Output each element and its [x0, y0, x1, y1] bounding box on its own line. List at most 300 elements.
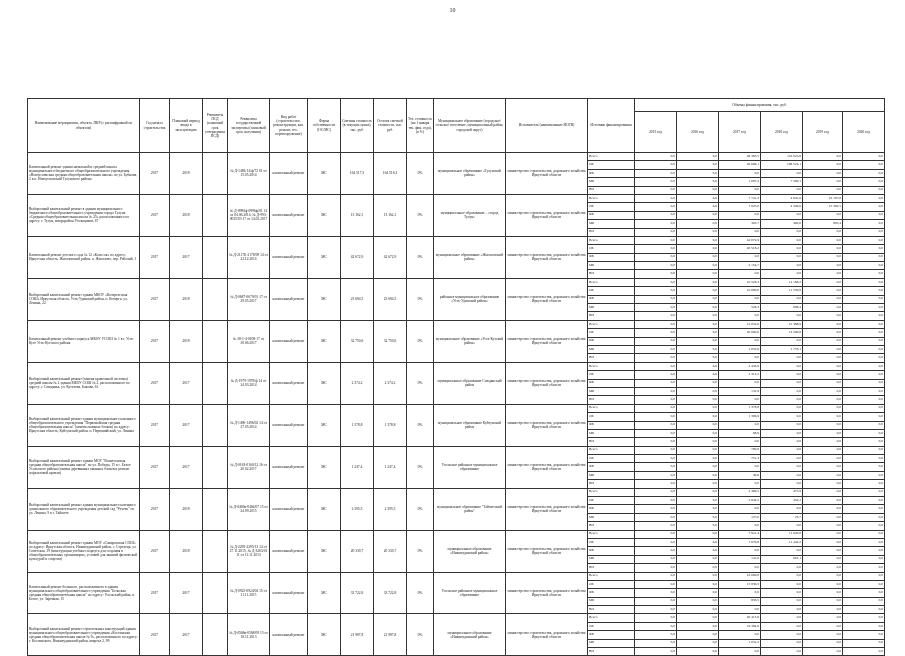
funding-source: ОБ [588, 287, 635, 295]
funding-value: 2 154,7 [719, 262, 761, 270]
estimate-cost: 32 750,6 [341, 320, 374, 362]
funding-source: ФБ [588, 505, 635, 513]
funding-source: ВИ [588, 312, 635, 320]
start-year: 2017 [140, 320, 170, 362]
funding-value: 0,0 [761, 639, 803, 647]
funding-value: 0,0 [761, 614, 803, 622]
funding-value: 0,0 [635, 236, 677, 244]
funding-value: 0,0 [761, 455, 803, 463]
commission-year: 2017 [170, 236, 203, 278]
ownership: МС [308, 320, 341, 362]
funding-value: 0,0 [677, 312, 719, 320]
funding-table [27, 98, 885, 656]
expertise-details: № Д-0163-0160/12 16 от 20.02.2017 [228, 446, 270, 488]
funding-value: 0,0 [843, 253, 885, 261]
commission-year: 2017 [170, 614, 203, 656]
funding-value: 0,0 [677, 270, 719, 278]
funding-value: 1 378,8 [719, 404, 761, 412]
commission-year: 2017 [170, 572, 203, 614]
funding-value: 15 302,5 [803, 203, 843, 211]
funding-value: 0,0 [803, 429, 843, 437]
funding-source: ОБ [588, 497, 635, 505]
funding-value: 0,0 [803, 253, 843, 261]
funding-value: 0,0 [843, 572, 885, 580]
funding-value: 0,0 [677, 186, 719, 194]
funding-value: 0,0 [677, 446, 719, 454]
funding-source: МБ [588, 220, 635, 228]
funding-value: 0,0 [635, 480, 677, 488]
commission-year: 2018 [170, 530, 203, 572]
funding-value: 0,0 [761, 631, 803, 639]
funding-value: 0,0 [761, 597, 803, 605]
funding-value: 0,0 [635, 220, 677, 228]
executor: министерство строительства, дорожного хозяйства Иркутской области [506, 530, 588, 572]
funding-value: 0,0 [761, 589, 803, 597]
funding-value: 12 168,2 [761, 278, 803, 286]
ownership: МС [308, 278, 341, 320]
start-year: 2017 [140, 153, 170, 195]
funding-value: 0,0 [761, 253, 803, 261]
funding-value: 0,0 [635, 572, 677, 580]
funding-value: 0,0 [635, 564, 677, 572]
funding-value: 0,0 [803, 446, 843, 454]
readiness: 0% [407, 362, 434, 404]
funding-value: 0,0 [803, 488, 843, 496]
funding-value: 0,0 [635, 362, 677, 370]
funding-value: 0,0 [843, 555, 885, 563]
municipality: муниципальное образование Слюдянский район [434, 362, 506, 404]
object-name: Выборочный капитальный ремонт здания муниципального казенного общеобразовательного учреждения "Первомайская средняя общеобразовательная школа" (замена оконных блоков) по адресу: Иркутская область, Куйтунский район, п. Первомайский, ул. Ленина [28, 404, 140, 446]
funding-value: 0,0 [843, 194, 885, 202]
funding-value: 0,0 [843, 471, 885, 479]
executor: министерство строительства, дорожного хозяйства Иркутской области [506, 572, 588, 614]
expertise-details: № Д-2117Б-2178/09 14 от 22.12.2014 [228, 236, 270, 278]
residual-cost: 2 374,2 [374, 362, 407, 404]
funding-value: 0,0 [803, 329, 843, 337]
funding-value: 0,0 [677, 631, 719, 639]
funding-source: ОБ [588, 538, 635, 546]
start-year: 2017 [140, 404, 170, 446]
funding-value: 0,0 [719, 421, 761, 429]
funding-source: ФБ [588, 253, 635, 261]
expertise-details: № 38-1-4-0108-17 от 30.06.2017 [228, 320, 270, 362]
residual-cost: 13 162,1 [374, 194, 407, 236]
funding-value: 0,0 [677, 245, 719, 253]
funding-value: 0,0 [761, 429, 803, 437]
funding-value: 0,0 [803, 497, 843, 505]
commission-year: 2018 [170, 320, 203, 362]
funding-value: 0,0 [843, 631, 885, 639]
funding-value: 0,0 [843, 262, 885, 270]
object-name: Выборочный капитальный ремонт здания МКОУ «Кочергатская СОШ» Иркутская область, Усть-Удинский район, п. Кочерга, ул. Ленина, 22 [28, 278, 140, 320]
estimate-cost: 2 374,2 [341, 362, 374, 404]
residual-cost: 2 395,5 [374, 488, 407, 530]
funding-value: 0,0 [761, 236, 803, 244]
municipality: Усольское районное муниципальное образование [434, 572, 506, 614]
funding-source: ВИ [588, 186, 635, 194]
funding-value: 0,0 [635, 580, 677, 588]
funding-value: 0,0 [635, 438, 677, 446]
funding-value: 0,0 [635, 622, 677, 630]
residual-cost: 23 694,5 [374, 278, 407, 320]
funding-value: 0,0 [677, 606, 719, 614]
header-name: Наименование мероприятия, объекта, ПКР (с расшифровкой по объектам) [28, 99, 140, 153]
funding-value: 0,0 [803, 153, 843, 161]
funding-value: 0,0 [719, 522, 761, 530]
ownership: МС [308, 194, 341, 236]
funding-value: 15 368,9 [761, 320, 803, 328]
funding-value: 0,0 [843, 438, 885, 446]
funding-source: ОБ [588, 622, 635, 630]
funding-value: 0,0 [761, 211, 803, 219]
ownership: МС [308, 153, 341, 195]
funding-value: 11 559,8 [761, 287, 803, 295]
funding-value: 0,0 [635, 396, 677, 404]
funding-source: МБ [588, 345, 635, 353]
expertise-details: № Д-0469в-0466/07 15 от 24.09.2015 [228, 488, 270, 530]
funding-value: 141,6 [719, 555, 761, 563]
psd-details [203, 404, 228, 446]
funding-value: 0,0 [635, 488, 677, 496]
funding-value: 16 669,8 [719, 572, 761, 580]
readiness: 0% [407, 153, 434, 195]
funding-value: 0,0 [719, 295, 761, 303]
table-row [28, 488, 885, 496]
funding-value: 0,0 [635, 153, 677, 161]
funding-value: 0,0 [677, 589, 719, 597]
funding-value: 0,0 [677, 505, 719, 513]
start-year: 2017 [140, 614, 170, 656]
expertise-details: № Д-0687-0679/01 17 от 29.05.2017 [228, 278, 270, 320]
funding-value: 0,0 [843, 287, 885, 295]
object-name: Капитальный ремонт детского сада № 12 «Колосок» по адресу: Иркутская область, Жигаловский район, п. Жигалово, пер. Рабочий, 1 [28, 236, 140, 278]
psd-details [203, 488, 228, 530]
funding-source: ВИ [588, 396, 635, 404]
commission-year: 2017 [170, 404, 203, 446]
funding-value: 0,0 [635, 203, 677, 211]
funding-value: 0,0 [635, 287, 677, 295]
funding-value: 0,0 [843, 312, 885, 320]
funding-value: 15 836,3 [719, 580, 761, 588]
funding-value: 0,0 [677, 178, 719, 186]
table-row [28, 446, 885, 454]
funding-value: 0,0 [843, 211, 885, 219]
funding-value: 0,0 [719, 606, 761, 614]
funding-value: 0,0 [843, 413, 885, 421]
psd-details [203, 446, 228, 488]
executor: министерство строительства, дорожного хозяйства Иркутской области [506, 362, 588, 404]
funding-value: 0,0 [677, 203, 719, 211]
funding-value: 0,0 [635, 337, 677, 345]
funding-value: 0,0 [803, 320, 843, 328]
funding-value: 0,0 [803, 463, 843, 471]
funding-value: 0,0 [843, 278, 885, 286]
funding-value: 0,0 [719, 379, 761, 387]
funding-value: 0,0 [635, 413, 677, 421]
executor: министерство строительства, дорожного хозяйства Иркутской области [506, 236, 588, 278]
funding-value: 0,0 [761, 622, 803, 630]
funding-value: 0,0 [677, 639, 719, 647]
municipality: муниципальное образование "Тайшетский район" [434, 488, 506, 530]
header-work-type: Вид работ (строительство, реконструкция, кап. ремонт, тех. перевооружение) [270, 99, 308, 153]
funding-value: 0,0 [635, 253, 677, 261]
header-readiness: Тех. готовность (на 1 января тек. фин. года), (в %) [407, 99, 434, 153]
funding-value: 0,0 [677, 471, 719, 479]
residual-cost: 20 330,7 [374, 530, 407, 572]
funding-value: 0,0 [719, 228, 761, 236]
funding-value: 0,0 [635, 547, 677, 555]
funding-value: 0,0 [677, 538, 719, 546]
object-name: Выборочный капитальный ремонт в здании муниципального бюджетного общеобразовательного учреждения города Тулуна «Средняя общеобразовательная школа № 25» расположенного по адресу: г. Тулун, микрорайон Угольщиков, 67 [28, 194, 140, 236]
work-type: капитальный ремонт [270, 362, 308, 404]
funding-value: 0,0 [635, 387, 677, 395]
funding-value: 0,0 [843, 245, 885, 253]
ownership: МС [308, 404, 341, 446]
funding-value: 751,3 [719, 455, 761, 463]
funding-source: МБ [588, 304, 635, 312]
funding-value: 0,0 [803, 438, 843, 446]
funding-value: 0,0 [843, 455, 885, 463]
funding-value: 0,0 [677, 580, 719, 588]
funding-value: 0,0 [843, 404, 885, 412]
funding-value: 0,0 [677, 421, 719, 429]
funding-value: 0,0 [761, 245, 803, 253]
object-name: Выборочный капитальный ремонт здания муниципального казенного дошкольного образовательного учреждения детский сад "Ручеек" по ул. Ленина, 9 в г. Тайшете [28, 488, 140, 530]
funding-value: 42 672,9 [719, 236, 761, 244]
funding-value: 0,0 [761, 270, 803, 278]
object-name: Выборочный капитальный ремонт (замена кровельной системы) средней школы № 2 здания МБОУ СОШ № 2, расположенного по адресу: г. Слюдянка, ул. Кутелева, Бажова, 61 [28, 362, 140, 404]
funding-value: 0,0 [677, 262, 719, 270]
funding-value: 0,0 [843, 606, 885, 614]
funding-value: 0,0 [677, 522, 719, 530]
funding-value: 0,0 [761, 404, 803, 412]
funding-value: 21 052,6 [719, 320, 761, 328]
municipality: муниципальное образование «Нижнеудинский район» [434, 614, 506, 656]
commission-year: 2018 [170, 278, 203, 320]
funding-value: 1 778,1 [761, 345, 803, 353]
executor: министерство строительства, дорожного хозяйства Иркутской области [506, 278, 588, 320]
funding-value: 0,0 [803, 580, 843, 588]
funding-source: Всего [588, 446, 635, 454]
ownership: МС [308, 530, 341, 572]
funding-value: 0,0 [635, 304, 677, 312]
funding-value: 0,0 [843, 648, 885, 656]
funding-source: МБ [588, 597, 635, 605]
funding-value: 608,4 [761, 304, 803, 312]
funding-value: 16 107,8 [803, 194, 843, 202]
table-row [28, 278, 885, 286]
funding-value: 0,0 [677, 153, 719, 161]
funding-value: 0,0 [761, 438, 803, 446]
funding-value: 0,0 [843, 396, 885, 404]
funding-source: ВИ [588, 564, 635, 572]
funding-value: 0,0 [843, 547, 885, 555]
work-type: капитальный ремонт [270, 530, 308, 572]
header-ownership: Форма собственности (ОС/МС) [308, 99, 341, 153]
municipality: муниципальное образование Куйтунский район [434, 404, 506, 446]
funding-value: 0,0 [843, 497, 885, 505]
funding-value: 0,0 [635, 345, 677, 353]
funding-value: 0,0 [677, 287, 719, 295]
funding-value: 0,0 [761, 413, 803, 421]
commission-year: 2018 [170, 194, 203, 236]
funding-value: 0,0 [719, 253, 761, 261]
funding-value: 0,0 [719, 337, 761, 345]
funding-value: 0,0 [843, 304, 885, 312]
funding-value: 0,0 [803, 345, 843, 353]
funding-value: 0,0 [719, 648, 761, 656]
funding-value: 0,0 [803, 169, 843, 177]
funding-value: 0,0 [635, 404, 677, 412]
funding-value: 0,0 [761, 186, 803, 194]
funding-value: 0,0 [635, 320, 677, 328]
funding-value: 11 943,8 [761, 530, 803, 538]
funding-value: 1 687,4 [719, 178, 761, 186]
funding-source: ОБ [588, 245, 635, 253]
table-row [28, 153, 885, 161]
funding-value: 4 349,6 [761, 203, 803, 211]
funding-value: 805,4 [803, 220, 843, 228]
funding-value: 0,0 [803, 622, 843, 630]
funding-value: 0,0 [677, 429, 719, 437]
funding-value: 0,0 [761, 228, 803, 236]
funding-value: 10 000,0 [719, 287, 761, 295]
funding-value: 0,0 [719, 186, 761, 194]
funding-value: 0,0 [843, 354, 885, 362]
table-row [28, 194, 885, 202]
funding-source: ОБ [588, 329, 635, 337]
work-type: капитальный ремонт [270, 446, 308, 488]
funding-value: 0,0 [635, 161, 677, 169]
funding-source: ФБ [588, 631, 635, 639]
funding-value: 0,0 [719, 312, 761, 320]
psd-details [203, 153, 228, 195]
funding-value: 131,9 [719, 387, 761, 395]
funding-value: 0,0 [677, 362, 719, 370]
header-year: 2016 год [677, 112, 719, 153]
funding-source: МБ [588, 513, 635, 521]
funding-source: ОБ [588, 455, 635, 463]
funding-value: 0,0 [635, 169, 677, 177]
funding-value: 0,0 [843, 203, 885, 211]
funding-value: 0,0 [635, 371, 677, 379]
start-year: 2017 [140, 488, 170, 530]
ownership: МС [308, 362, 341, 404]
funding-value: 0,0 [677, 572, 719, 580]
header-year: 2020 год [843, 112, 885, 153]
funding-source: ФБ [588, 211, 635, 219]
funding-value: 0,0 [761, 606, 803, 614]
funding-value: 0,0 [803, 538, 843, 546]
funding-value: 0,0 [803, 270, 843, 278]
funding-source: Всего [588, 572, 635, 580]
funding-value: 0,0 [843, 228, 885, 236]
funding-value: 0,0 [635, 446, 677, 454]
psd-details [203, 320, 228, 362]
funding-value: 0,0 [843, 446, 885, 454]
estimate-cost: 164 517,3 [341, 153, 374, 195]
table-row [28, 362, 885, 370]
funding-value: 492,0 [761, 220, 803, 228]
funding-value: 0,0 [803, 597, 843, 605]
funding-value: 0,0 [803, 404, 843, 412]
header-residual: Остаток сметной стоимости, тыс. руб. [374, 99, 407, 153]
table-body [28, 153, 885, 656]
funding-source: МБ [588, 262, 635, 270]
funding-value: 0,0 [803, 337, 843, 345]
estimate-cost: 1 378,8 [341, 404, 374, 446]
funding-value: 0,0 [761, 580, 803, 588]
funding-value: 0,0 [635, 211, 677, 219]
ownership: МС [308, 572, 341, 614]
funding-value: 0,0 [635, 278, 677, 286]
funding-value: 0,0 [677, 463, 719, 471]
funding-source: ВИ [588, 270, 635, 278]
funding-source: ОБ [588, 203, 635, 211]
psd-details [203, 194, 228, 236]
header-funding-group: Объемы финансирования, тыс. руб. [635, 99, 885, 112]
expertise-details: № Д-2295-2295/13 14 от 27.11.2015, № Д-3263/01 11 от 11.11.2013 [228, 530, 270, 572]
funding-value: 0,0 [677, 455, 719, 463]
funding-value: 0,0 [843, 538, 885, 546]
funding-value: 0,0 [843, 329, 885, 337]
funding-source: МБ [588, 471, 635, 479]
funding-value: 0,0 [843, 639, 885, 647]
expertise-details: № Д-0568в-0568/09 13 от 18.11.2013 [228, 614, 270, 656]
funding-value: 0,0 [677, 320, 719, 328]
funding-value: 19 384,6 [719, 622, 761, 630]
funding-source: ФБ [588, 337, 635, 345]
funding-source: ФБ [588, 295, 635, 303]
funding-value: 0,0 [843, 362, 885, 370]
funding-value: 0,0 [677, 161, 719, 169]
funding-value: 0,0 [803, 413, 843, 421]
funding-source: Всего [588, 278, 635, 286]
funding-value: 0,0 [677, 295, 719, 303]
funding-value: 2 042,5 [719, 497, 761, 505]
funding-value: 0,0 [843, 589, 885, 597]
funding-value: 0,0 [677, 278, 719, 286]
object-name: Капитальный ремонт здания начальной и средней школы муниципального бюджетного общеобразовательного учреждения «Новоуспенская средняя общеобразовательная школа» по ул. Бубнова, 2 в п. Новоуспенский Тулунского района [28, 153, 140, 195]
work-type: капитальный ремонт [270, 153, 308, 195]
funding-value: 0,0 [677, 413, 719, 421]
start-year: 2017 [140, 194, 170, 236]
funding-value: 2 369,5 [719, 488, 761, 496]
funding-value: 0,0 [635, 455, 677, 463]
funding-value: 0,0 [635, 186, 677, 194]
funding-value: 13 590,8 [761, 329, 803, 337]
funding-value: 0,0 [635, 329, 677, 337]
funding-value: 0,0 [635, 639, 677, 647]
funding-value: 0,0 [803, 278, 843, 286]
residual-cost: 42 672,9 [374, 236, 407, 278]
funding-value: 0,0 [761, 564, 803, 572]
psd-details [203, 572, 228, 614]
commission-year: 2018 [170, 153, 203, 195]
funding-value: 0,0 [677, 513, 719, 521]
funding-value: 0,0 [761, 547, 803, 555]
funding-value: 833,5 [719, 597, 761, 605]
funding-source: Всего [588, 614, 635, 622]
executor: министерство строительства, дорожного хозяйства Иркутской области [506, 488, 588, 530]
funding-source: ФБ [588, 169, 635, 177]
funding-source: Всего [588, 362, 635, 370]
funding-source: Всего [588, 488, 635, 496]
funding-value: 0,0 [803, 396, 843, 404]
funding-value: 0,0 [843, 513, 885, 521]
funding-value: 7 025,0 [719, 203, 761, 211]
funding-value: 0,0 [843, 320, 885, 328]
